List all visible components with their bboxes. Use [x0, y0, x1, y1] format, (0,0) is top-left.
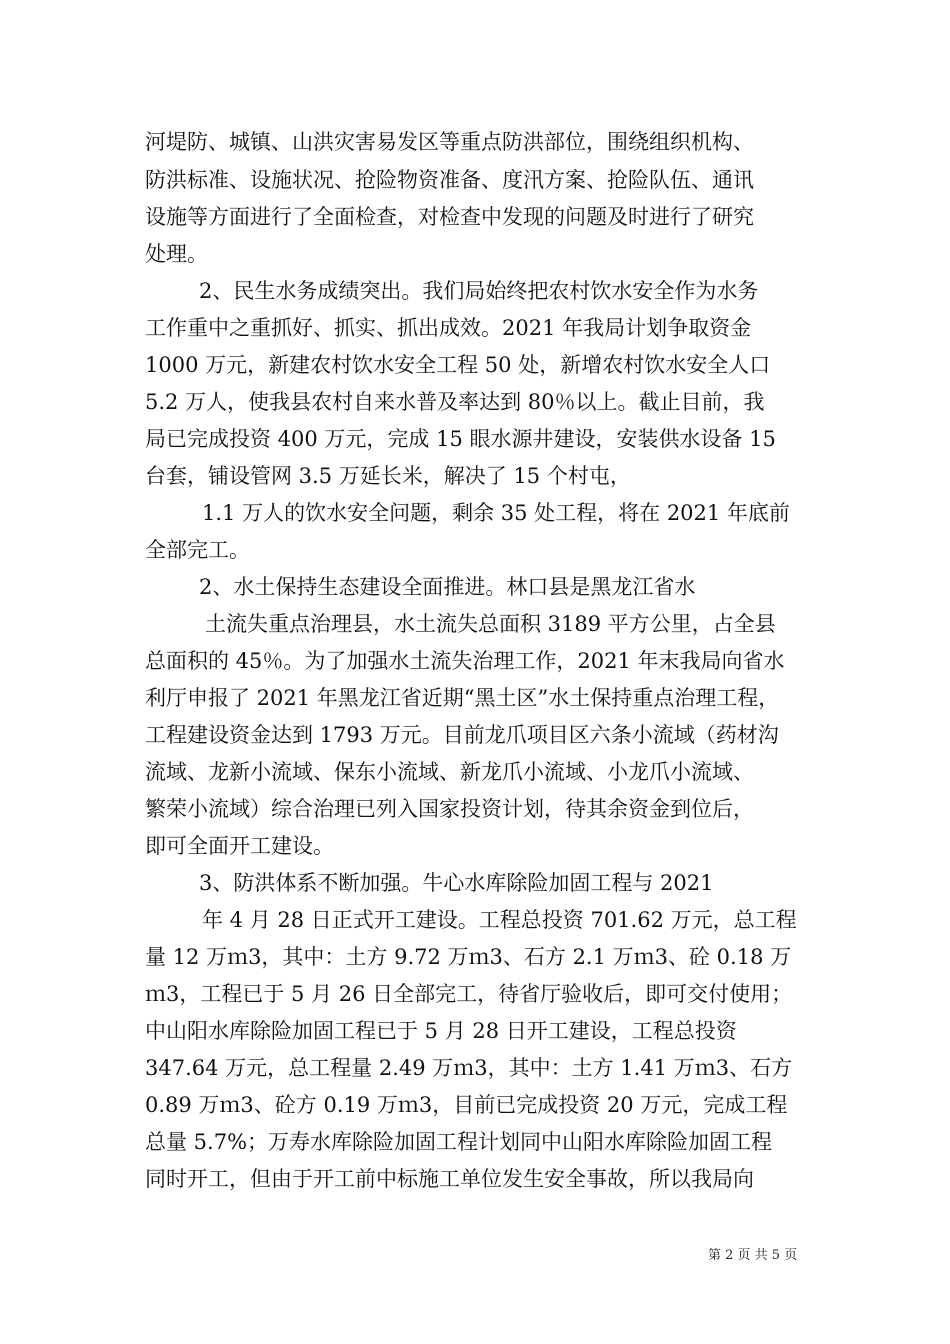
text-line: 利厅申报了 2021 年黑龙江省近期“黑土区”水土保持重点治理工程，	[145, 686, 780, 710]
text-line: 台套，铺设管网 3.5 万延长米，解决了 15 个村屯，	[145, 464, 631, 488]
text-line: 同时开工，但由于开工前中标施工单位发生安全事故，所以我局向	[145, 1167, 754, 1191]
text-line: 中山阳水库除险加固工程已于 5 月 28 日开工建设，工程总投资	[145, 1019, 737, 1043]
text-line: 防洪标准、设施状况、抢险物资准备、度汛方案、抢险队伍、通讯	[145, 168, 754, 192]
text-line: 2、水土保持生态建设全面推进。林口县是黑龙江省水	[199, 575, 696, 599]
text-line: 1.1 万人的饮水安全问题，剩余 35 处工程，将在 2021 年底前	[202, 501, 790, 525]
text-line: 347.64 万元，总工程量 2.49 万ｍ3，其中：土方 1.41 万ｍ3、石方	[145, 1056, 793, 1080]
text-line: 土流失重点治理县，水土流失总面积 3189 平方公里，占全县	[205, 612, 776, 636]
text-line: 1000 万元，新建农村饮水安全工程 50 处，新增农村饮水安全人口	[145, 353, 771, 377]
page-number: 第 2 页 共 5 页	[708, 1248, 798, 1263]
text-line: 总面积的 45％。为了加强水土流失治理工作，2021 年末我局向省水	[145, 649, 785, 673]
text-line: 河堤防、城镇、山洪灾害易发区等重点防洪部位，围绕组织机构、	[145, 130, 754, 154]
text-line: 全部完工。	[145, 538, 250, 562]
text-line: 2、民生水务成绩突出。我们局始终把农村饮水安全作为水务	[199, 279, 759, 303]
text-line: 年 4 月 28 日正式开工建设。工程总投资 701.62 万元，总工程	[202, 908, 797, 932]
text-line: 量 12 万ｍ3，其中：土方 9.72 万ｍ3、石方 2.1 万ｍ3、砼 0.18 万	[145, 945, 792, 969]
text-line: 处理。	[145, 242, 208, 266]
text-line: 3、防洪体系不断加强。牛心水库除险加固工程与 2021	[199, 871, 714, 895]
text-line: 工作重中之重抓好、抓实、抓出成效。2021 年我局计划争取资金	[145, 316, 752, 340]
text-line: 工程建设资金达到 1793 万元。目前龙爪项目区六条小流域（药材沟	[145, 723, 779, 747]
text-line: 0.89 万ｍ3、砼方 0.19 万ｍ3，目前已完成投资 20 万元，完成工程	[145, 1093, 788, 1117]
text-line: 流域、龙新小流域、保东小流域、新龙爪小流域、小龙爪小流域、	[145, 760, 754, 784]
text-line: ｍ3，工程已于 5 月 26 日全部完工，待省厅验收后，即可交付使用；	[145, 982, 793, 1006]
text-line: 5.2 万人，使我县农村自来水普及率达到 80％以上。截止目前，我	[145, 390, 765, 414]
text-line: 设施等方面进行了全面检查，对检查中发现的问题及时进行了研究	[145, 205, 754, 229]
text-line: 即可全面开工建设。	[145, 834, 334, 858]
text-line: 总量 5.7%；万寿水库除险加固工程计划同中山阳水库除险加固工程	[145, 1130, 773, 1154]
text-line: 繁荣小流域）综合治理已列入国家投资计划，待其余资金到位后，	[145, 797, 754, 821]
text-line: 局已完成投资 400 万元，完成 15 眼水源井建设，安装供水设备 15	[145, 427, 776, 451]
